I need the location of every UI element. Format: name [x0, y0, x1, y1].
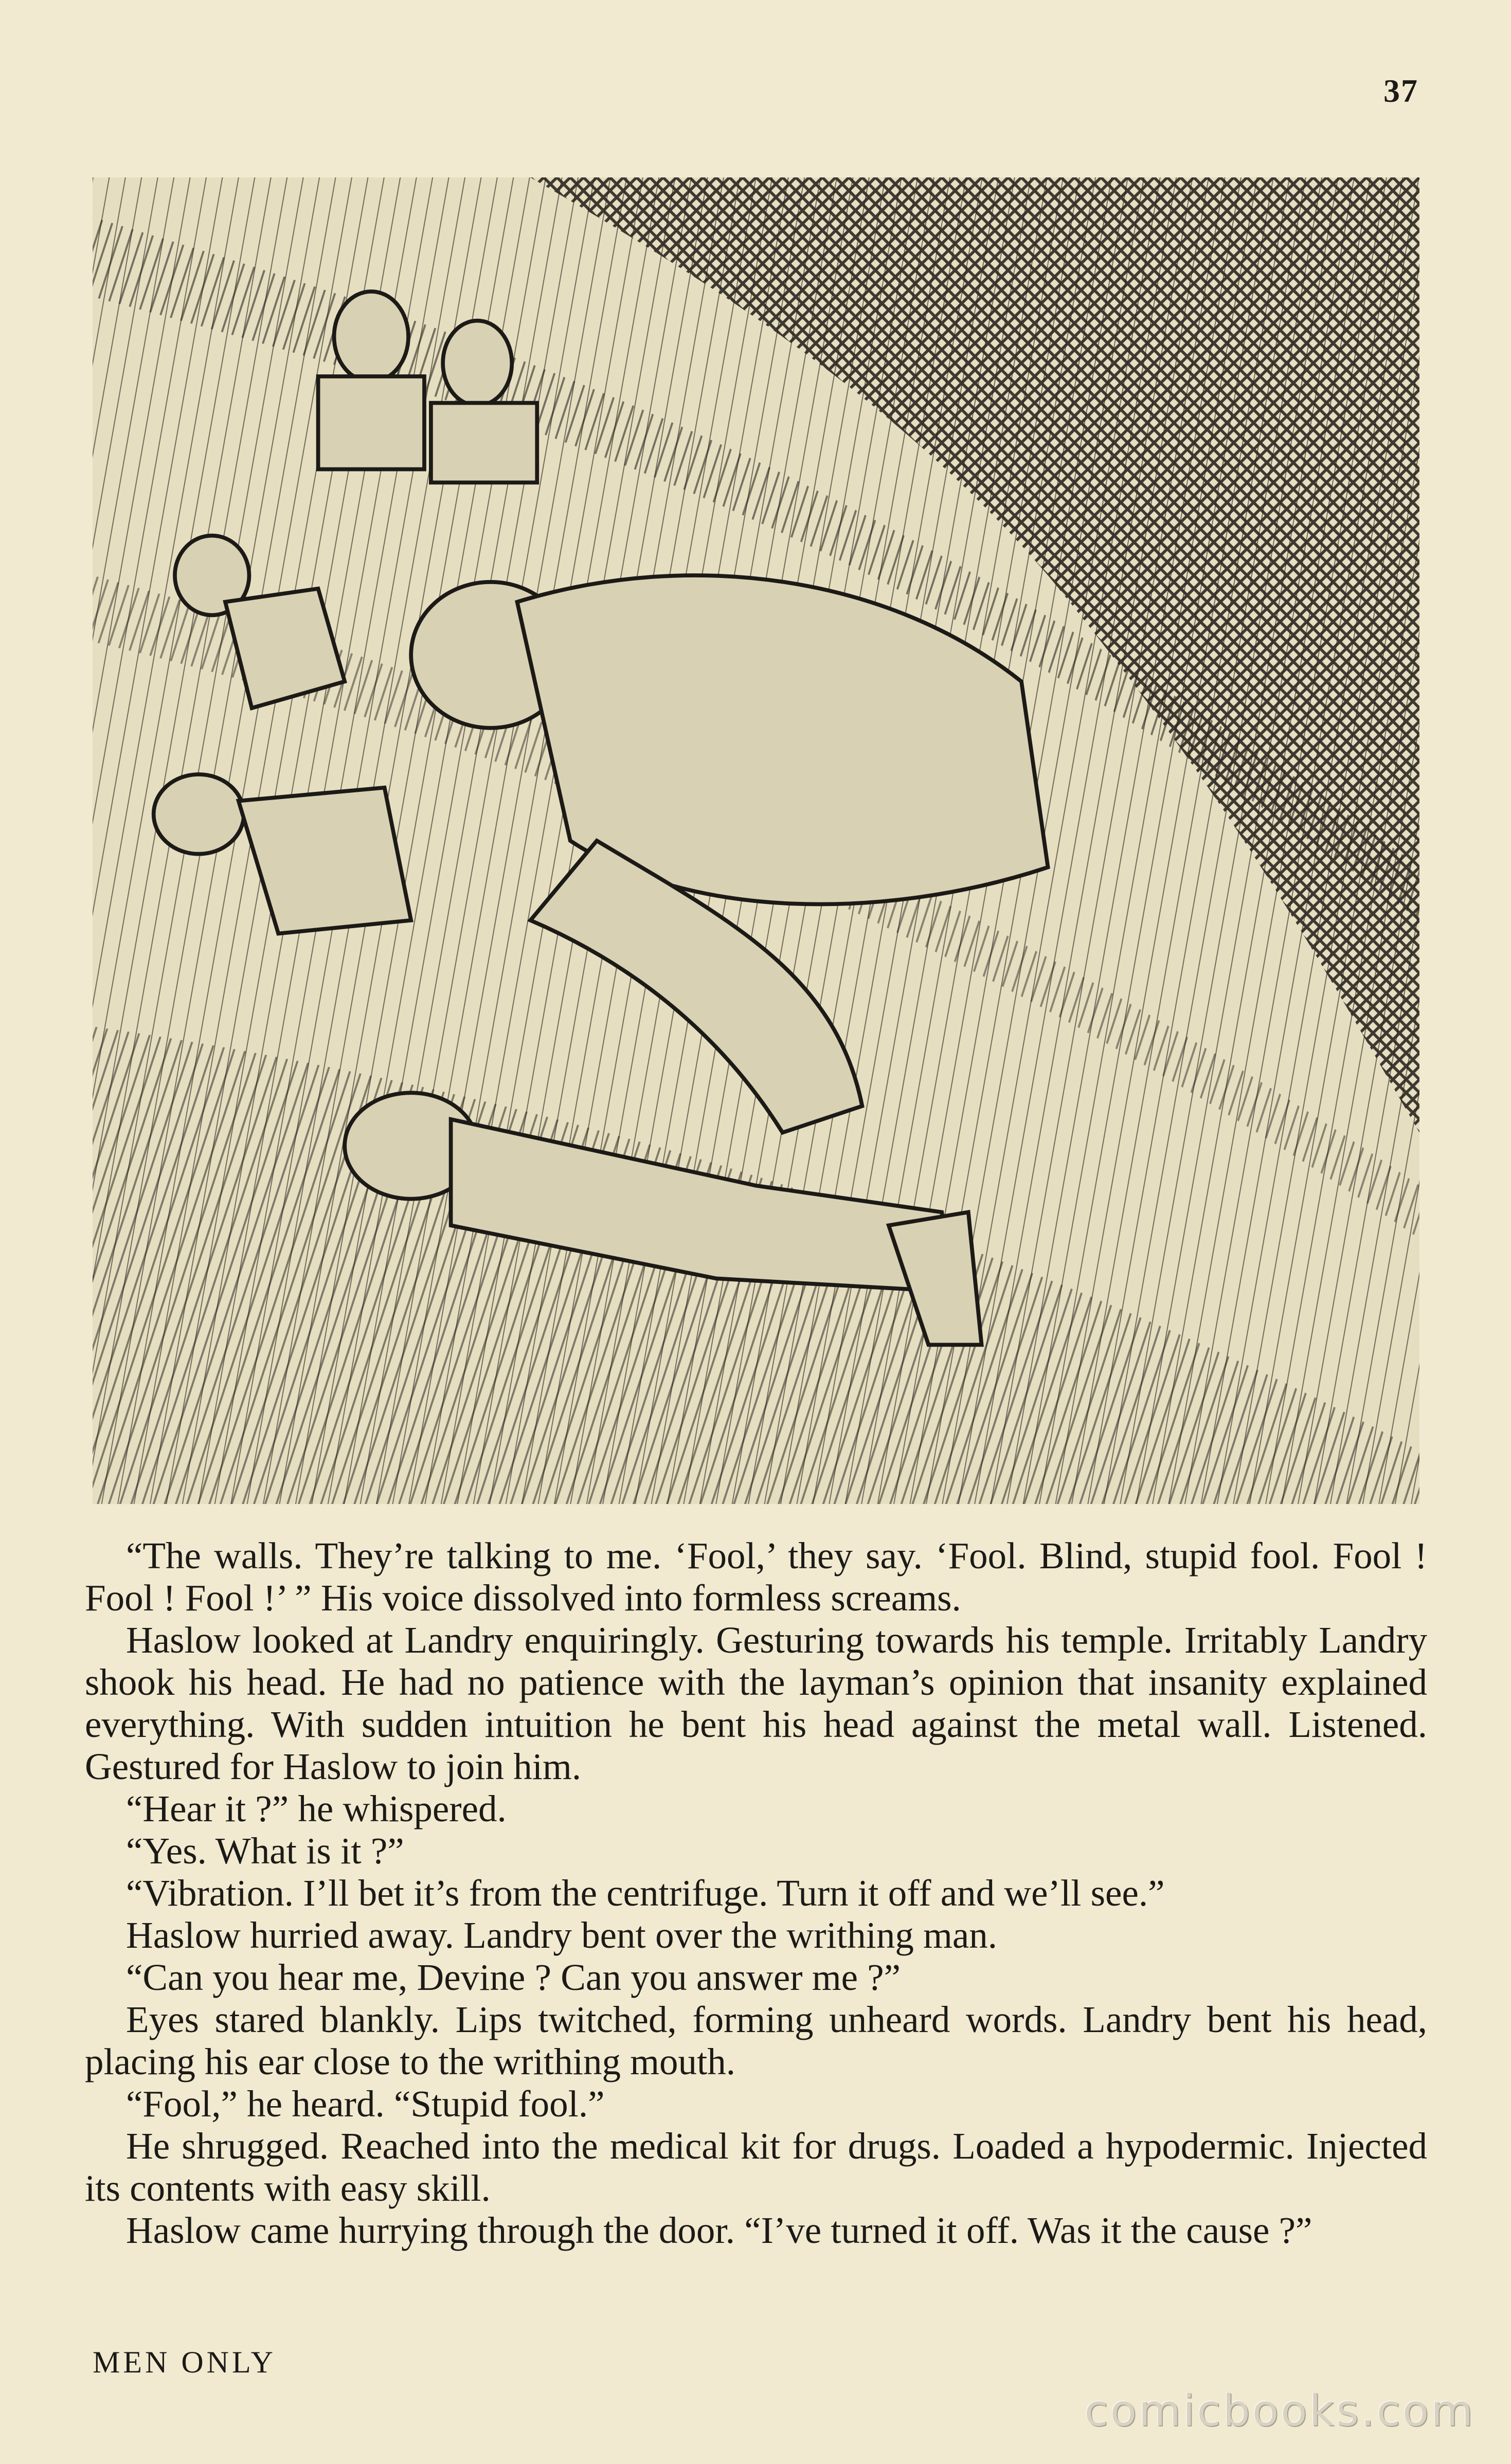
- paragraph: “Yes. What is it ?”: [126, 1830, 404, 1872]
- paragraph: “Hear it ?” he whispered.: [126, 1788, 507, 1829]
- paragraph: Haslow hurried away. Landry bent over the writhing man.: [126, 1914, 998, 1956]
- watermark: comicbooks.com: [1084, 2385, 1475, 2436]
- story-illustration: [93, 177, 1419, 1504]
- paragraph: “Vibration. I’ll bet it’s from the centrifuge. Turn it off and we’ll see.”: [126, 1872, 1165, 1914]
- paragraph: Eyes stared blankly. Lips twitched, forming unheard words. Landry bent his head, placing his ear close to the writhing mouth.: [85, 1999, 1427, 2082]
- paragraph: Haslow looked at Landry enquiringly. Gesturing towards his temple. Irritably Landry shook his head. He had no patience with the layman’s opinion that insanity explained everything. With sudden intuition he bent his head against the metal wall. Listened. Gestured for Haslow to join him.: [85, 1619, 1427, 1787]
- paragraph: “The walls. They’re talking to me. ‘Fool,’ they say. ‘Fool. Blind, stupid fool. Fool ! Fool ! Fool !’ ” His voice dissolved into formless screams.: [85, 1535, 1427, 1619]
- paragraph: “Can you hear me, Devine ? Can you answer me ?”: [126, 1956, 901, 1998]
- story-text: [85, 1535, 1427, 2252]
- paragraph: Haslow came hurrying through the door. “I’ve turned it off. Was it the cause ?”: [126, 2209, 1312, 2251]
- magazine-footer: MEN ONLY: [93, 2345, 276, 2379]
- paragraph: He shrugged. Reached into the medical kit for drugs. Loaded a hypodermic. Injected its contents with easy skill.: [85, 2125, 1427, 2209]
- paragraph: “Fool,” he heard. “Stupid fool.”: [126, 2083, 605, 2125]
- page-number: 37: [1383, 73, 1418, 109]
